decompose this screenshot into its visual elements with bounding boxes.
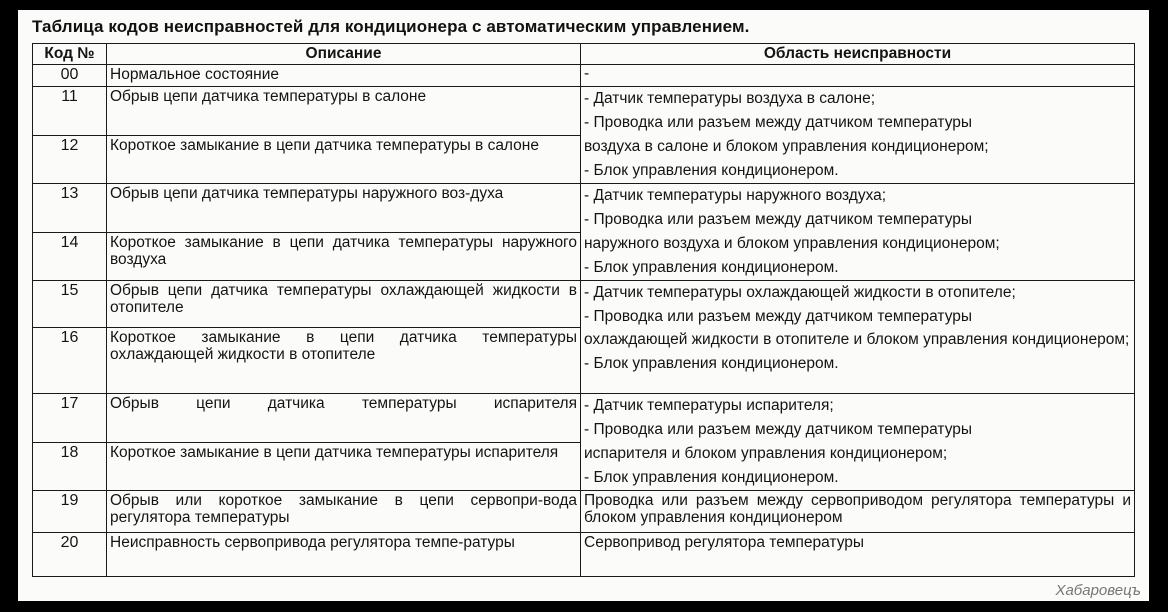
area-line: воздуха в салоне и блоком управления кондиционером; <box>584 138 989 155</box>
area-cell <box>581 281 1135 394</box>
table-row <box>33 533 1135 577</box>
area-line: Проводка или разъем между сервоприводом регулятора температуры и блоком управления кондиционером <box>584 492 1131 526</box>
description-cell: Короткое замыкание в цепи датчика температуры охлаждающей жидкости в отопителе <box>107 328 581 394</box>
area-cell <box>581 65 1135 87</box>
area-line: - Датчик температуры воздуха в салоне; <box>584 90 876 107</box>
area-cell <box>581 394 1135 491</box>
description-cell: Обрыв цепи датчика температуры наружного воз-духа <box>107 184 581 233</box>
area-line: охлаждающей жидкости в отопителе и блоком управления кондиционером; <box>584 331 1130 348</box>
area-line: - Блок управления кондиционером. <box>584 259 839 276</box>
code-cell: 17 <box>33 394 107 443</box>
code-cell: 18 <box>33 442 107 491</box>
description-cell: Неисправность сервопривода регулятора темпе-ратуры <box>107 533 581 577</box>
area-line: - Блок управления кондиционером. <box>584 355 839 372</box>
code-cell: 14 <box>33 232 107 281</box>
area-cell <box>581 491 1135 533</box>
area-line: - Проводка или разъем между датчиком температуры <box>584 421 973 438</box>
description-cell: Короткое замыкание в цепи датчика температуры испарителя <box>107 442 581 491</box>
description-cell: Короткое замыкание в цепи датчика температуры наружного воздуха <box>107 232 581 281</box>
code-cell: 20 <box>33 533 107 577</box>
header-code: Код № <box>33 44 107 65</box>
document-page <box>18 10 1149 601</box>
description-cell: Обрыв или короткое замыкание в цепи сервопри-вода регулятора температуры <box>107 491 581 533</box>
area-line: наружного воздуха и блоком управления кондиционером; <box>584 235 1000 252</box>
code-cell: 11 <box>33 87 107 136</box>
header-area: Область неисправности <box>581 44 1135 65</box>
area-line: - Датчик температуры наружного воздуха; <box>584 187 887 204</box>
code-cell: 00 <box>33 65 107 87</box>
area-line: - Проводка или разъем между датчиком температуры <box>584 211 973 228</box>
area-line: - Блок управления кондиционером. <box>584 162 839 179</box>
code-cell: 15 <box>33 281 107 328</box>
area-line: Сервопривод регулятора температуры <box>584 534 865 551</box>
table-row <box>33 87 1135 136</box>
code-cell: 16 <box>33 328 107 394</box>
table-row <box>33 281 1135 328</box>
fault-code-table <box>32 43 1135 577</box>
area-line: - Датчик температуры испарителя; <box>584 397 834 414</box>
description-cell: Нормальное состояние <box>107 65 581 87</box>
description-cell: Короткое замыкание в цепи датчика температуры в салоне <box>107 135 581 184</box>
table-row <box>33 394 1135 443</box>
area-line: испарителя и блоком управления кондиционером; <box>584 445 948 462</box>
area-line: - Датчик температуры охлаждающей жидкости в отопителе; <box>584 284 1016 301</box>
area-line: - Блок управления кондиционером. <box>584 469 839 486</box>
table-row <box>33 184 1135 233</box>
area-line: - Проводка или разъем между датчиком температуры <box>584 114 973 131</box>
table-title: Таблица кодов неисправностей для кондиционера с автоматическим управлением. <box>32 17 750 36</box>
header-description: Описание <box>107 44 581 65</box>
description-cell: Обрыв цепи датчика температуры в салоне <box>107 87 581 136</box>
area-line: - <box>584 65 590 82</box>
code-cell: 19 <box>33 491 107 533</box>
code-cell: 12 <box>33 135 107 184</box>
watermark: Хабаровецъ <box>1055 582 1141 599</box>
code-cell: 13 <box>33 184 107 233</box>
area-cell <box>581 184 1135 281</box>
area-line: - Проводка или разъем между датчиком температуры <box>584 308 973 325</box>
description-cell: Обрыв цепи датчика температуры охлаждающей жидкости в отопителе <box>107 281 581 328</box>
area-cell <box>581 533 1135 577</box>
header-row <box>33 44 1135 65</box>
description-cell: Обрыв цепи датчика температуры испарителя <box>107 394 581 443</box>
area-cell <box>581 87 1135 184</box>
table-row <box>33 65 1135 87</box>
table-row <box>33 491 1135 533</box>
